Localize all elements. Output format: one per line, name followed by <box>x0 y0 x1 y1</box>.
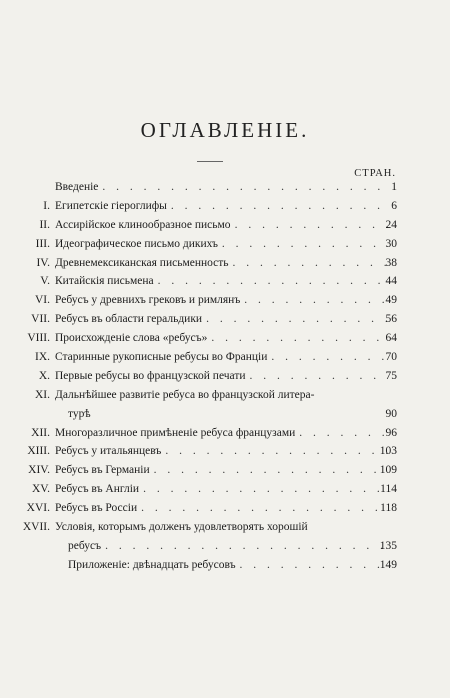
page-number: 149 <box>379 558 397 571</box>
chapter-title: Первые ребусы во французской печати <box>55 369 246 382</box>
chapter-title: Происхожденіе слова «ребусъ» <box>55 332 208 345</box>
dot-leader <box>211 332 388 344</box>
page-number: 96 <box>385 426 397 439</box>
page-number: 64 <box>385 332 397 345</box>
chapter-number: IX. <box>34 351 50 364</box>
toc-entry <box>0 370 450 389</box>
page-number: 118 <box>380 502 397 515</box>
chapter-number: XII. <box>31 426 50 439</box>
page-number: 103 <box>379 445 397 458</box>
toc-entry-continuation <box>0 540 450 559</box>
page-number: 70 <box>385 351 397 364</box>
chapter-title: Идеографическое письмо дикихъ <box>55 237 218 250</box>
toc-entry <box>0 427 450 446</box>
toc-entry <box>0 332 450 351</box>
dot-leader <box>141 502 388 514</box>
chapter-title: ребусъ <box>68 539 102 552</box>
toc-entry <box>0 200 450 219</box>
chapter-number: XV. <box>31 483 50 496</box>
chapter-title: Китайскія письмена <box>55 275 154 288</box>
toc-entry <box>0 502 450 521</box>
dot-leader <box>206 313 388 325</box>
toc-entry <box>0 257 450 276</box>
toc-entry <box>0 351 450 370</box>
chapter-number: VI. <box>34 294 50 307</box>
chapter-number: XI. <box>34 388 50 401</box>
chapter-number: XIV. <box>28 464 50 477</box>
page-number: 56 <box>385 313 397 326</box>
chapter-title: Ребусъ въ Англіи <box>55 483 140 496</box>
chapter-number: XVII. <box>22 521 50 534</box>
toc-entry <box>0 219 450 238</box>
toc-entry <box>0 464 450 483</box>
dot-leader <box>154 464 388 476</box>
chapter-title: Ребусъ въ Германіи <box>55 464 150 477</box>
page-number: 38 <box>385 256 397 269</box>
page-number: 6 <box>391 199 397 212</box>
chapter-number: XVI. <box>26 502 50 515</box>
chapter-title: Египетскіе гіероглифы <box>55 199 167 212</box>
toc-entry <box>0 389 450 408</box>
toc-entry <box>0 294 450 313</box>
page-number: 135 <box>379 539 397 552</box>
chapter-number: II. <box>39 218 50 231</box>
chapter-number: X. <box>38 369 50 382</box>
page-number: 30 <box>385 237 397 250</box>
page-column-header: СТРАН. <box>354 168 396 179</box>
chapter-title: Ассирійское клинообразное письмо <box>55 218 231 231</box>
chapter-title: Введеніе <box>55 181 99 193</box>
chapter-title: турѣ <box>68 407 91 420</box>
title-divider <box>197 161 223 162</box>
toc-entry <box>0 275 450 294</box>
page-number: 90 <box>385 407 397 420</box>
page-number: 1 <box>391 181 397 193</box>
toc-entry-continuation <box>0 408 450 427</box>
toc-entry <box>0 313 450 332</box>
page-number: 75 <box>385 369 397 382</box>
page-number: 44 <box>385 275 397 288</box>
chapter-title: Древнемексиканская письменность <box>55 256 229 269</box>
chapter-title: Дальнѣйшее развитіе ребуса во французской литера- <box>55 388 315 401</box>
dot-leader <box>171 200 388 212</box>
table-of-contents <box>0 181 450 578</box>
dot-leader <box>158 275 388 287</box>
toc-entry <box>0 238 450 257</box>
chapter-number: I. <box>43 199 50 212</box>
chapter-title: Многоразличное примѣненіе ребуса французами <box>55 426 296 439</box>
page-number: 24 <box>385 218 397 231</box>
chapter-title: Приложеніе: двѣнадцать ребусовъ <box>68 558 236 571</box>
chapter-number: XIII. <box>27 445 50 458</box>
chapter-title: Ребусъ у итальянцевъ <box>55 445 162 458</box>
chapter-number: VII. <box>31 313 50 326</box>
dot-leader <box>105 540 388 552</box>
chapter-number: VIII. <box>27 332 50 345</box>
chapter-number: IV. <box>36 256 50 269</box>
chapter-number: V. <box>40 275 50 288</box>
page-number: 49 <box>385 294 397 307</box>
chapter-title: Условія, которымъ долженъ удовлетворять хорошій <box>55 521 308 534</box>
toc-entry <box>0 559 450 578</box>
toc-entry <box>0 521 450 540</box>
page-title: ОГЛАВЛЕНІЕ. <box>140 118 310 142</box>
dot-leader <box>102 181 388 193</box>
chapter-title: Старинные рукописные ребусы во Франціи <box>55 351 268 364</box>
chapter-number: III. <box>35 237 50 250</box>
chapter-title: Ребусъ въ Россіи <box>55 502 138 515</box>
chapter-title: Ребусъ у древнихъ грековъ и римлянъ <box>55 294 241 307</box>
toc-entry <box>0 181 450 200</box>
toc-entry <box>0 483 450 502</box>
page-number: 114 <box>380 483 397 496</box>
page-number: 109 <box>379 464 397 477</box>
chapter-title: Ребусъ въ области геральдики <box>55 313 203 326</box>
dot-leader <box>143 483 388 495</box>
toc-entry <box>0 445 450 464</box>
dot-leader <box>165 445 388 457</box>
